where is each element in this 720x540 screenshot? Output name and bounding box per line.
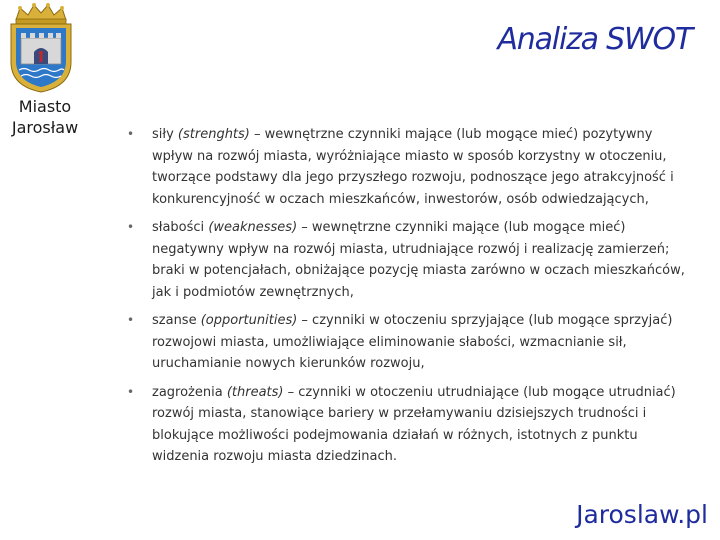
- bullet-description: – czynniki w otoczeniu utrudniające (lub mogące utrudniać) rozwój miasta, stanowiące bariery w przełamywaniu dzisiejszych trudności i blokujące możliwości podejmowania działań w różnych, istotnych z punktu widzenia rozwoju miasta dziedzinach.: [152, 384, 676, 464]
- city-name-line-2: Jarosław: [11, 118, 79, 137]
- bullet-description: – wewnętrzne czynniki mające (lub mogące mieć) negatywny wpływ na rozwój miasta, utrudniające rozwój i realizację zamierzeń; braki w potencjałach, obniżające pozycję miasta zarówno w oczach mieszkańców, jak i podmiotów zewnętrznych,: [152, 220, 685, 300]
- bullet-english-term: (threats): [226, 384, 284, 400]
- city-name-line-1: Miasto: [18, 97, 72, 116]
- bullet-description: – wewnętrzne czynniki mające (lub mogące mieć) pozytywny wpływ na rozwój miasta, wyróżniające miasto w sposób korzystny w otoczeniu, tworzące podstawy dla jego przyszłego rozwoju, podnoszące jego atrakcyjność i konkurencyjność w oczach mieszkańców, inwestorów, osób odwiedzających,: [152, 127, 674, 207]
- bullet-description: – czynniki w otoczeniu sprzyjające (lub mogące sprzyjać) rozwojowi miasta, umożliwiające eliminowanie słabości, wzmacnianie sił, uruchamianie nowych kierunków rozwoju,: [152, 313, 673, 371]
- bullet-term: słabości: [152, 220, 205, 235]
- bullet-strengths: [127, 124, 692, 210]
- jaroslaw-coat-of-arms-icon: [6, 2, 76, 94]
- bullet-dot-icon: •: [127, 127, 135, 141]
- bullet-term: siły: [152, 127, 174, 142]
- city-name: [0, 96, 90, 138]
- bullet-english-term: (weaknesses): [208, 220, 298, 235]
- bullet-dot-icon: •: [127, 384, 135, 399]
- bullet-english-term: (opportunities): [200, 313, 298, 328]
- footer-brand-logo: Jaroslaw.pl: [576, 500, 708, 529]
- bullet-term: szanse: [152, 313, 197, 328]
- bullet-dot-icon: •: [127, 313, 135, 327]
- bullet-opportunities: [127, 310, 692, 375]
- bullet-weaknesses: [127, 217, 692, 303]
- bullet-term: zagrożenia: [152, 384, 223, 400]
- bullet-threats: [127, 382, 692, 468]
- swot-bullet-list: [127, 124, 692, 475]
- bullet-english-term: (strenghts): [177, 127, 250, 142]
- page-title: Analiza SWOT: [497, 22, 692, 57]
- bullet-dot-icon: •: [127, 220, 135, 234]
